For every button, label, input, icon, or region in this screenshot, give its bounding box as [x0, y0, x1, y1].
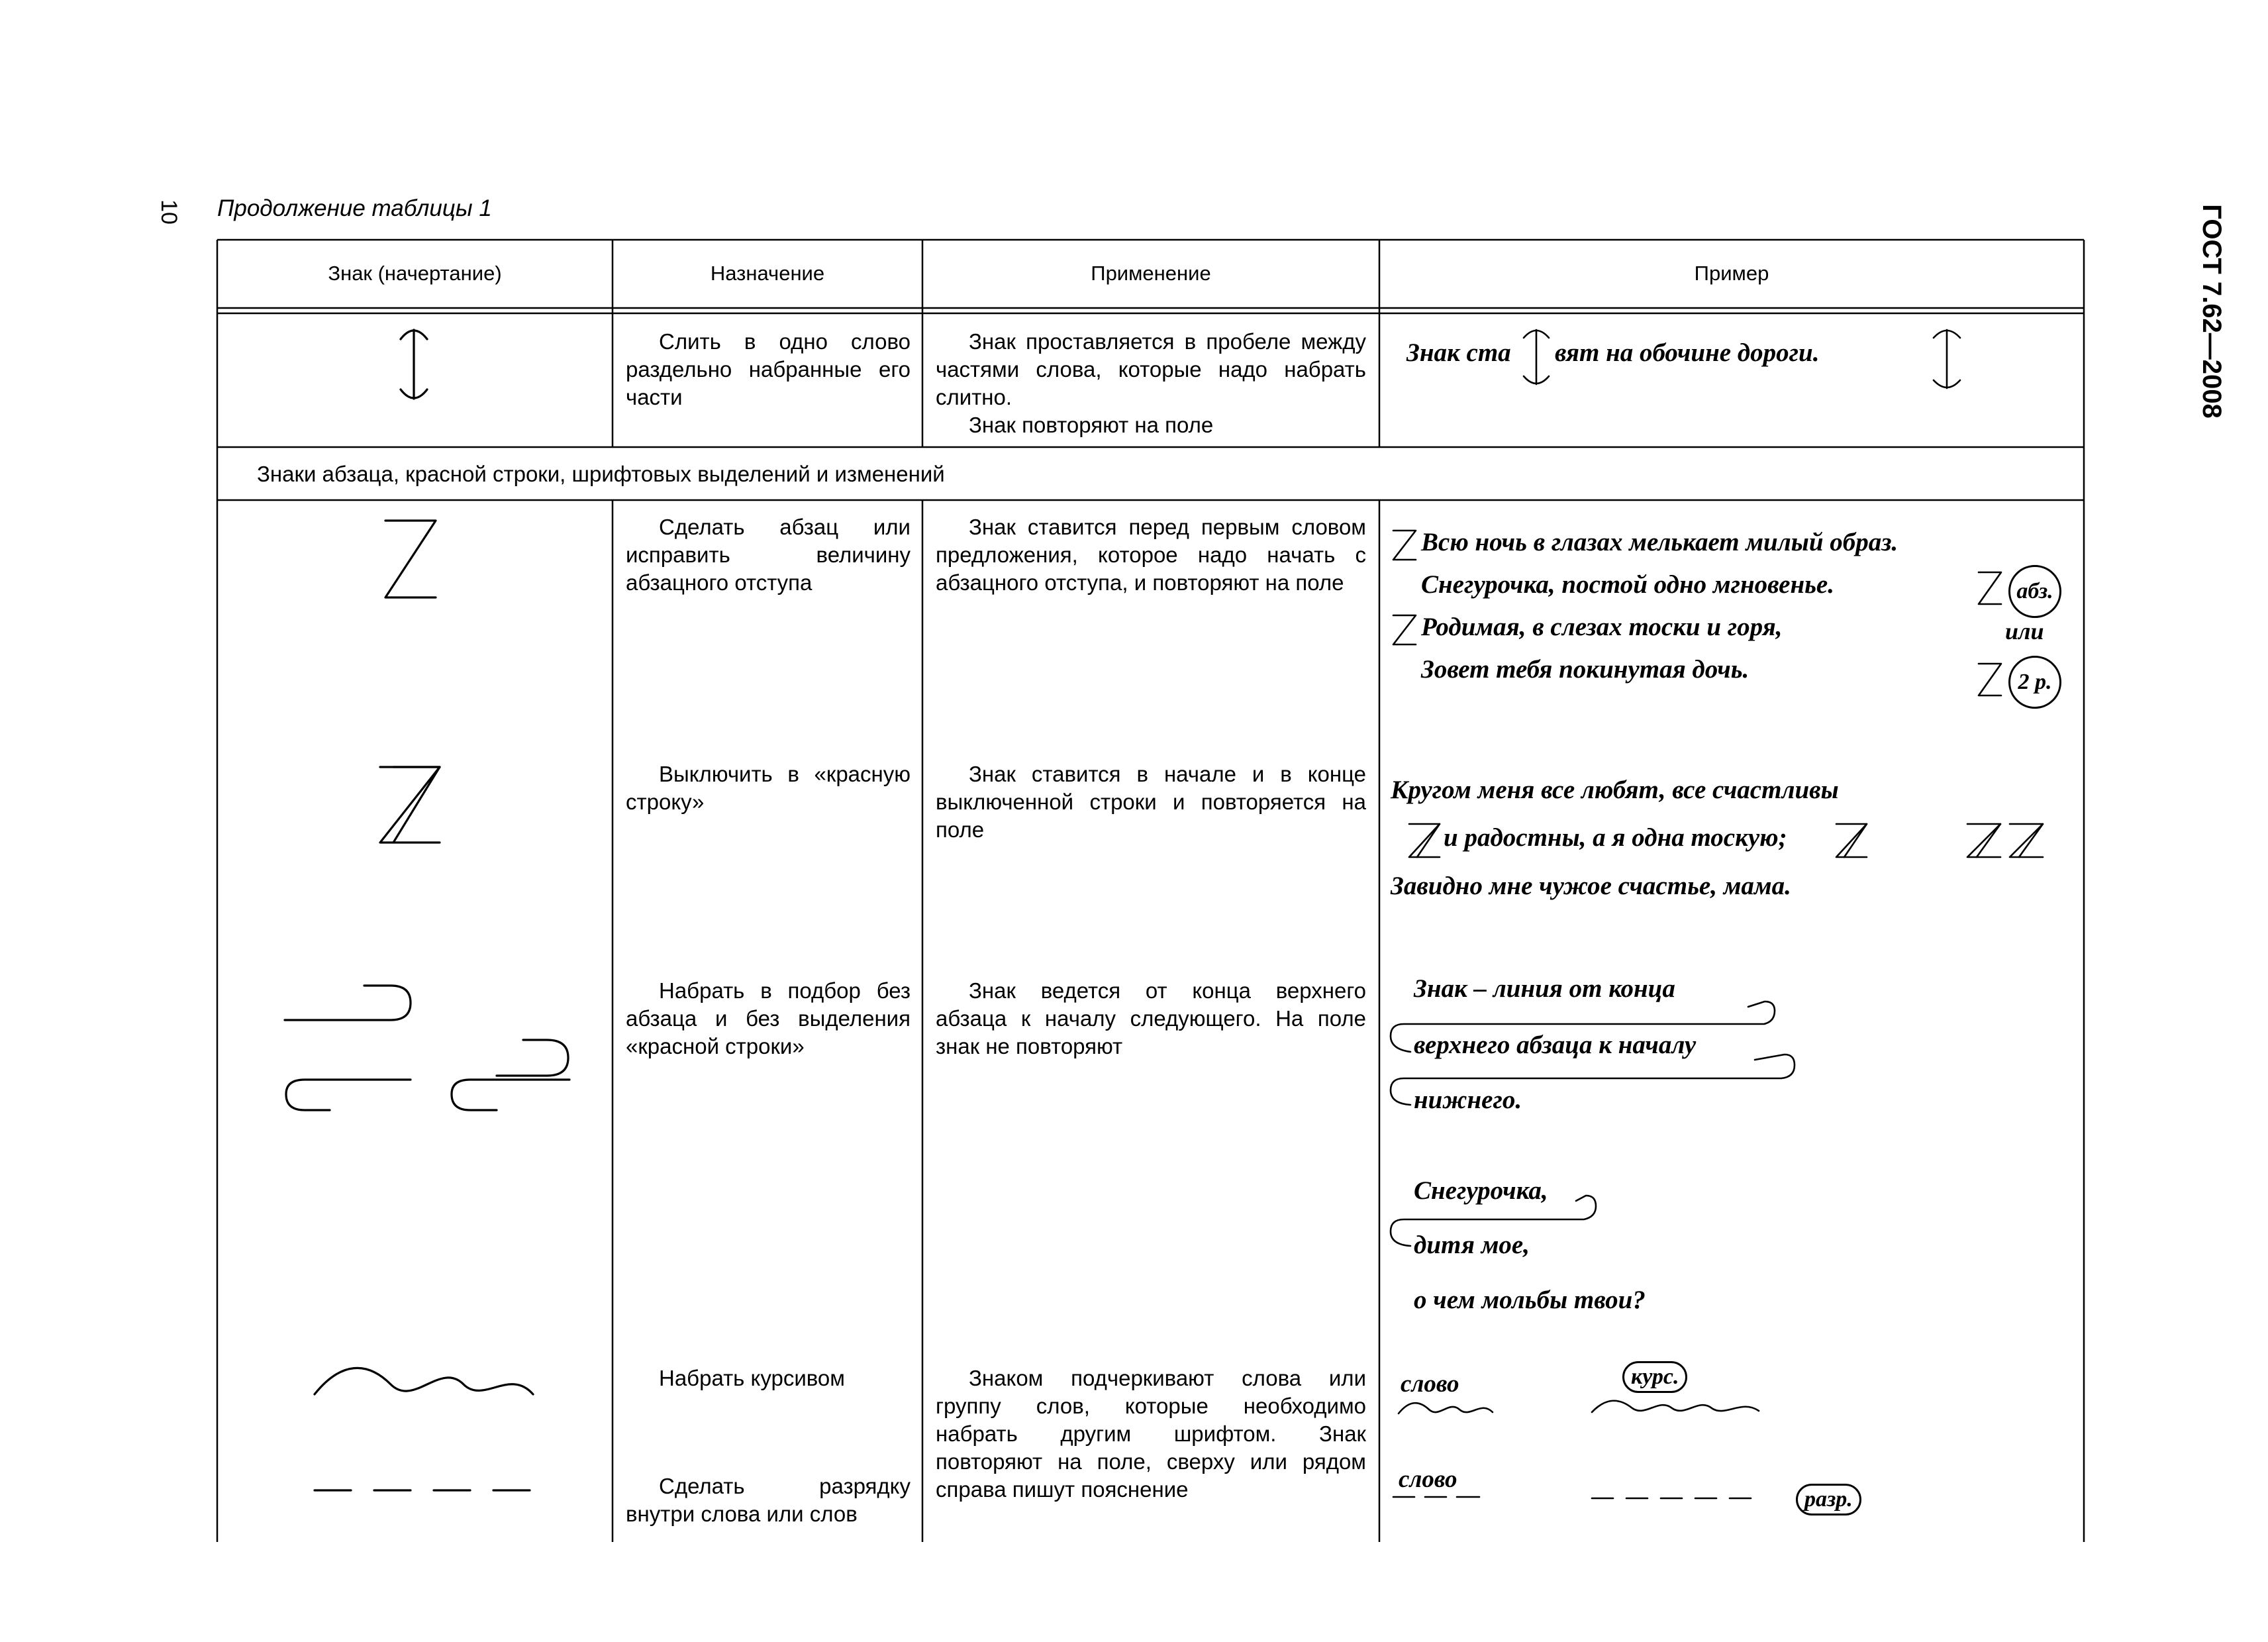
row3-example-line-2: и радостны, а я одна тоскую;: [1444, 823, 1787, 852]
spacing-example-word: слово: [1399, 1466, 1457, 1493]
italic-margin-mark-icon: [1589, 1396, 1761, 1419]
row1-purpose: Слить в одно слово раздельно набранные его части: [626, 329, 911, 409]
red-line-mark-inline-icon: [1832, 821, 1872, 860]
row5-purpose: Набрать курсивом: [659, 1366, 845, 1390]
red-line-mark-inline-icon: [1405, 821, 1445, 860]
merge-mark-icon: [384, 325, 444, 411]
run-in-mark-icon: [278, 980, 583, 1126]
row6-purpose: Сделать разрядку внутри слова или слов: [626, 1474, 911, 1526]
merge-mark-margin-icon: [1924, 323, 1970, 396]
row4-example-a-line-2: верхнего абзаца к началу: [1414, 1031, 1697, 1059]
paragraph-mark-inline-icon: [1389, 613, 1420, 647]
row3-purpose: Выключить в «красную строку»: [626, 762, 911, 814]
header-example: Пример: [1694, 262, 1769, 285]
page-number: 10: [156, 199, 181, 225]
spacing-margin-mark-icon: [1589, 1492, 1761, 1505]
row4-example-b-line-2: дитя мое,: [1414, 1231, 1530, 1259]
red-line-mark-icon: [371, 762, 450, 848]
note-2r: 2 р.: [2008, 656, 2061, 709]
row5-usage: Знаком подчеркивают слова или группу слов, которые необходимо набрать другим шрифтом. Знак повторяют на поле, сверху или рядом справа пишут пояснение: [936, 1366, 1366, 1502]
row3-example-line-3: Завидно мне чужое счастье, мама.: [1391, 872, 1791, 900]
row1-example-before: Знак ста: [1406, 338, 1511, 367]
row1-example-after: вят на обочине дороги.: [1555, 338, 1820, 367]
italic-example-word: слово: [1401, 1370, 1459, 1398]
row3-example-line-1: Кругом меня все любят, все счастливы: [1391, 776, 1839, 804]
row4-purpose: Набрать в подбор без абзаца и без выделения «красной строки»: [626, 978, 911, 1058]
paragraph-mark-margin-icon: [1975, 661, 2005, 698]
italic-mark-icon: [311, 1364, 536, 1404]
row1-usage-1: Знак проставляется в пробеле между частями слова, которые надо набрать слитно.: [936, 329, 1366, 409]
row2-purpose: Сделать абзац или исправить величину абзацного отступа: [626, 515, 911, 595]
row4-example-a-line-3: нижнего.: [1414, 1086, 1522, 1114]
row3-usage: Знак ставится в начале и в конце выключенной строки и повторяется на поле: [936, 762, 1366, 842]
merge-mark-inline-icon: [1513, 325, 1559, 391]
row4-example-b-line-1: Снегурочка,: [1414, 1176, 1548, 1205]
standard-designation: ГОСТ 7.62—2008: [2197, 204, 2226, 419]
run-in-example-lines-b: [1384, 1176, 1622, 1255]
row4-usage: Знак ведется от конца верхнего абзаца к началу следующего. На поле знак не повторяют: [936, 978, 1366, 1058]
letter-spacing-mark-icon: [311, 1484, 536, 1497]
row2-example-line-1: Всю ночь в глазах мелькает милый образ.: [1421, 528, 1898, 556]
section-title: Знаки абзаца, красной строки, шрифтовых выделений и изменений: [257, 462, 945, 486]
header-usage: Применение: [1091, 262, 1211, 285]
run-in-example-lines-a: [1384, 974, 1808, 1146]
header-purpose: Назначение: [710, 262, 825, 285]
row1-usage-2: Знак повторяют на поле: [969, 413, 1214, 437]
note-or: или: [2005, 618, 2044, 644]
row4-example-b-line-3: о чем мольбы твои?: [1414, 1286, 1646, 1314]
header-sign: Знак (начертание): [328, 262, 502, 285]
row2-usage: Знак ставится перед первым словом предложения, которое надо начать с абзацного отступа, и повторяют на поле: [936, 515, 1366, 595]
paragraph-mark-margin-icon: [1975, 570, 2005, 607]
row2-example-line-2: Снегурочка, постой одно мгновенье.: [1421, 570, 1834, 599]
italic-example-underline: [1396, 1399, 1495, 1419]
row4-example-a-line-1: Знак – линия от конца: [1414, 974, 1675, 1003]
note-abz: абз.: [2008, 565, 2061, 618]
italic-note: курс.: [1622, 1361, 1687, 1393]
spacing-example-underline: [1391, 1490, 1483, 1504]
spacing-note: разр.: [1796, 1484, 1861, 1515]
row2-example-line-3: Родимая, в слезах тоски и горя,: [1421, 613, 1783, 641]
red-line-mark-margin-icon: [1963, 821, 2049, 860]
table-caption: Продолжение таблицы 1: [217, 195, 492, 221]
paragraph-mark-inline-icon: [1389, 528, 1420, 562]
row1-usage: [936, 328, 1366, 439]
row2-example-line-4: Зовет тебя покинутая дочь.: [1421, 655, 1750, 684]
paragraph-mark-icon: [377, 517, 444, 603]
